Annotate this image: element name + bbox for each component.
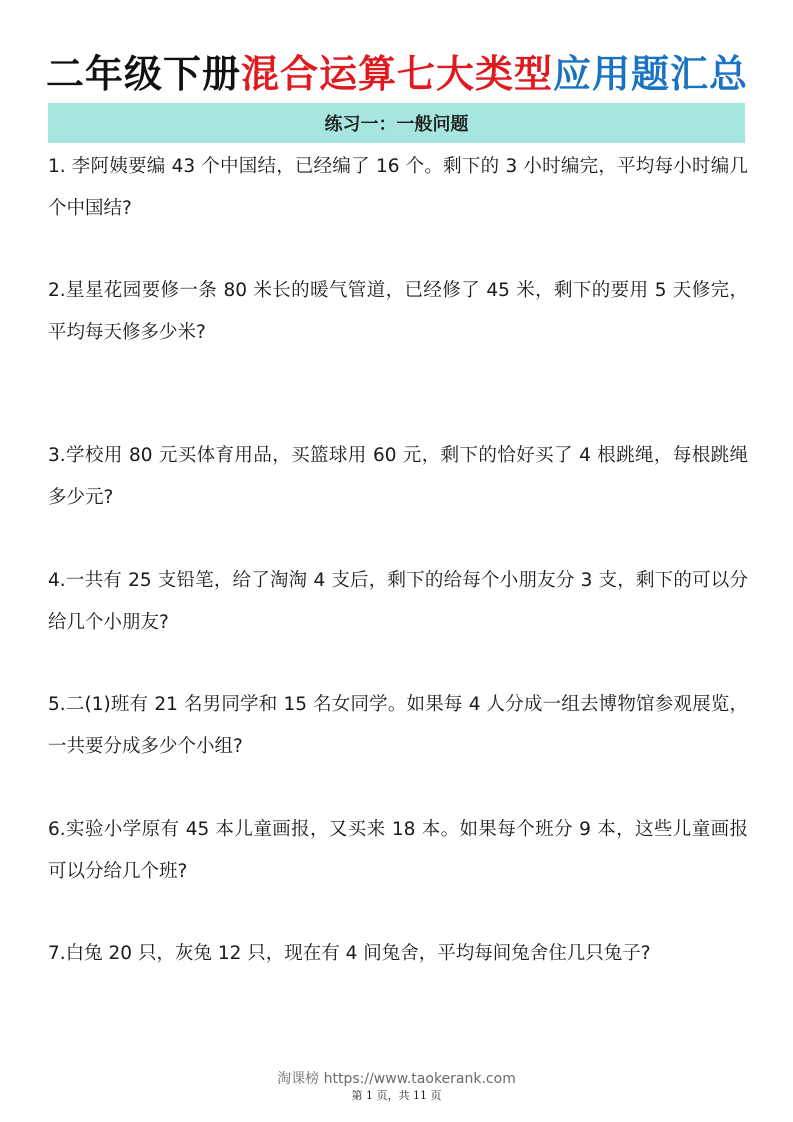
question-item: 5.二(1)班有 21 名男同学和 15 名女同学。如果每 4 人分成一组去博物馆参观展览，一共要分成多少个小组? [48, 694, 748, 757]
question-item: 6.实验小学原有 45 本儿童画报，又买来 18 本。如果每个班分 9 本，这些儿童画报可以分给几个班? [48, 819, 748, 882]
section-label: 练习一：一般问题 [324, 114, 469, 135]
section-header [48, 103, 745, 143]
question-item: 2.星星花园要修一条 80 米长的暖气管道，已经修了 45 米，剩下的要用 5 天修完，平均每天修多少米? [48, 280, 748, 343]
question-item: 1. 李阿姨要编 43 个中国结，已经编了 16 个。剩下的 3 小时编完，平均每小时编几个中国结? [48, 156, 748, 219]
question-item: 7.白兔 20 只，灰兔 12 只，现在有 4 间兔舍，平均每间兔舍住几只兔子? [48, 943, 651, 964]
page-title [46, 44, 748, 104]
title-part-type: 应用题汇总 [553, 52, 749, 96]
question-item: 4.一共有 25 支铅笔，给了淘淘 4 支后，剩下的给每个小朋友分 3 支，剩下的可以分给几个小朋友? [48, 570, 748, 633]
title-part-topic: 混合运算七大类型 [241, 52, 554, 96]
footer-watermark-link[interactable]: 淘课榜 https://www.taokerank.com [277, 1071, 516, 1087]
title-part-grade: 二年级下册 [46, 52, 242, 96]
question-item: 3.学校用 80 元买体育用品，买篮球用 60 元，剩下的恰好买了 4 根跳绳，每根跳绳多少元? [48, 445, 748, 508]
page-number: 第 1 页，共 11 页 [351, 1089, 442, 1102]
